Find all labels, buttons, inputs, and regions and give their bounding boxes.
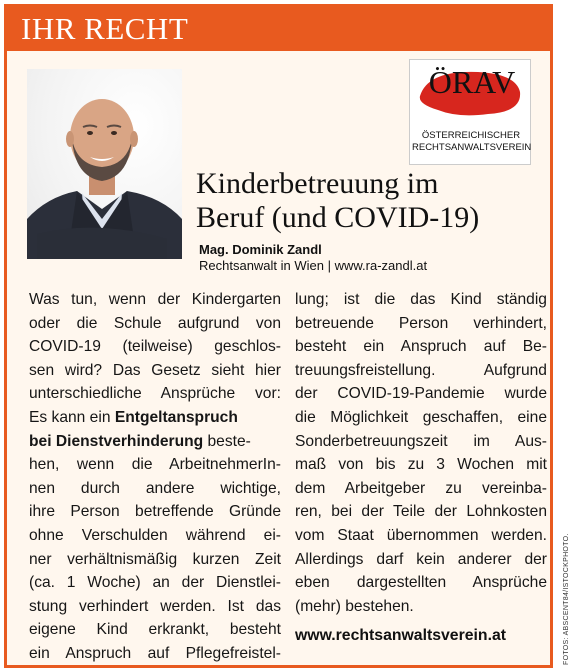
text-line: die Möglichkeit geschaffen, eine: [295, 408, 547, 426]
text-line: ein Anspruch auf Pflegefreistel-: [29, 644, 281, 662]
text-line: maß von bis zu 3 Wochen mit: [295, 456, 547, 474]
logo-subtitle-1: ÖSTERREICHISCHER: [421, 130, 521, 141]
bold-term: bei Dienstverhinderung: [29, 432, 204, 450]
text-line: sen wird? Das Gesetz sieht hier: [29, 361, 281, 379]
text-line: besteht ein Anspruch auf Be-: [295, 338, 547, 356]
text-line: treuungsfreistellung. Aufgrund: [295, 361, 547, 379]
article-column-left: [29, 288, 281, 666]
website-link[interactable]: www.rechtsanwaltsverein.at: [295, 627, 506, 644]
article-column-right: [295, 288, 547, 618]
headline-line-2: Beruf (und COVID-19): [196, 201, 480, 234]
text-line: COVID-19 (teilweise) geschlos-: [29, 338, 281, 356]
text-line: eben dargestellten Ansprüche: [295, 574, 547, 592]
text-line: oder die Schule aufgrund von: [29, 314, 281, 332]
text-line: dem Arbeitgeber zu vereinba-: [295, 479, 547, 497]
text-line: vom Staat übernommen werden.: [295, 526, 547, 544]
logo-name: ÖRAV: [428, 64, 516, 100]
author-name: Mag. Dominik Zandl: [199, 242, 322, 257]
text-line: lung; ist die das Kind ständig: [295, 291, 547, 308]
author-portrait-image: [27, 69, 182, 259]
text-line: (ca. 1 Woche) an der Dienstlei-: [29, 574, 281, 592]
text-line: betreuende Person verhindert,: [295, 314, 547, 332]
text-line: ihre Person betreffende Gründe: [29, 503, 281, 521]
text-fragment: Es kann ein: [29, 408, 115, 426]
headline-line-1: Kinderbetreuung im: [196, 167, 439, 200]
text-line: stung verhindert werden. Ist das: [29, 597, 281, 615]
text-line: unterschiedliche Ansprüche vor:: [29, 385, 281, 403]
text-line: ohne Verschulden während ei-: [29, 526, 281, 544]
text-line: [29, 430, 281, 454]
text-line: der COVID-19-Pandemie wurde: [295, 385, 547, 403]
text-line: (mehr) bestehen.: [295, 597, 414, 615]
text-fragment: beste-: [203, 432, 251, 450]
author-photo: [27, 69, 182, 259]
text-line: ner verhältnismäßig kurzen Zeit: [29, 550, 281, 568]
bold-term: Entgeltanspruch: [114, 408, 238, 426]
header-bar: [7, 7, 550, 51]
logo-subtitle-2: RECHTSANWALTSVEREIN: [412, 142, 532, 153]
section-title: IHR RECHT: [21, 11, 189, 46]
article-headline: [196, 167, 556, 235]
text-line: Was tun, wenn der Kindergarten: [29, 291, 281, 308]
photo-credit: FOTOS: ABSCENT84/ISTOCKPHOTO.: [563, 533, 570, 665]
text-line: hen, wenn die ArbeitnehmerIn-: [29, 456, 281, 474]
text-line: eigene Kind erkrankt, besteht: [29, 621, 281, 639]
text-line: Allerdings darf kein anderer der: [295, 550, 547, 568]
text-line: Sonderbetreuungszeit im Aus-: [295, 432, 547, 450]
text-line: ren, bei der Teile der Lohnkosten: [295, 503, 547, 521]
author-info: Rechtsanwalt in Wien | www.ra-zandl.at: [199, 258, 428, 273]
orav-logo: [409, 59, 531, 165]
text-line: [29, 406, 281, 430]
text-line: nen durch andere wichtige,: [29, 479, 281, 497]
article-frame: [4, 4, 553, 668]
